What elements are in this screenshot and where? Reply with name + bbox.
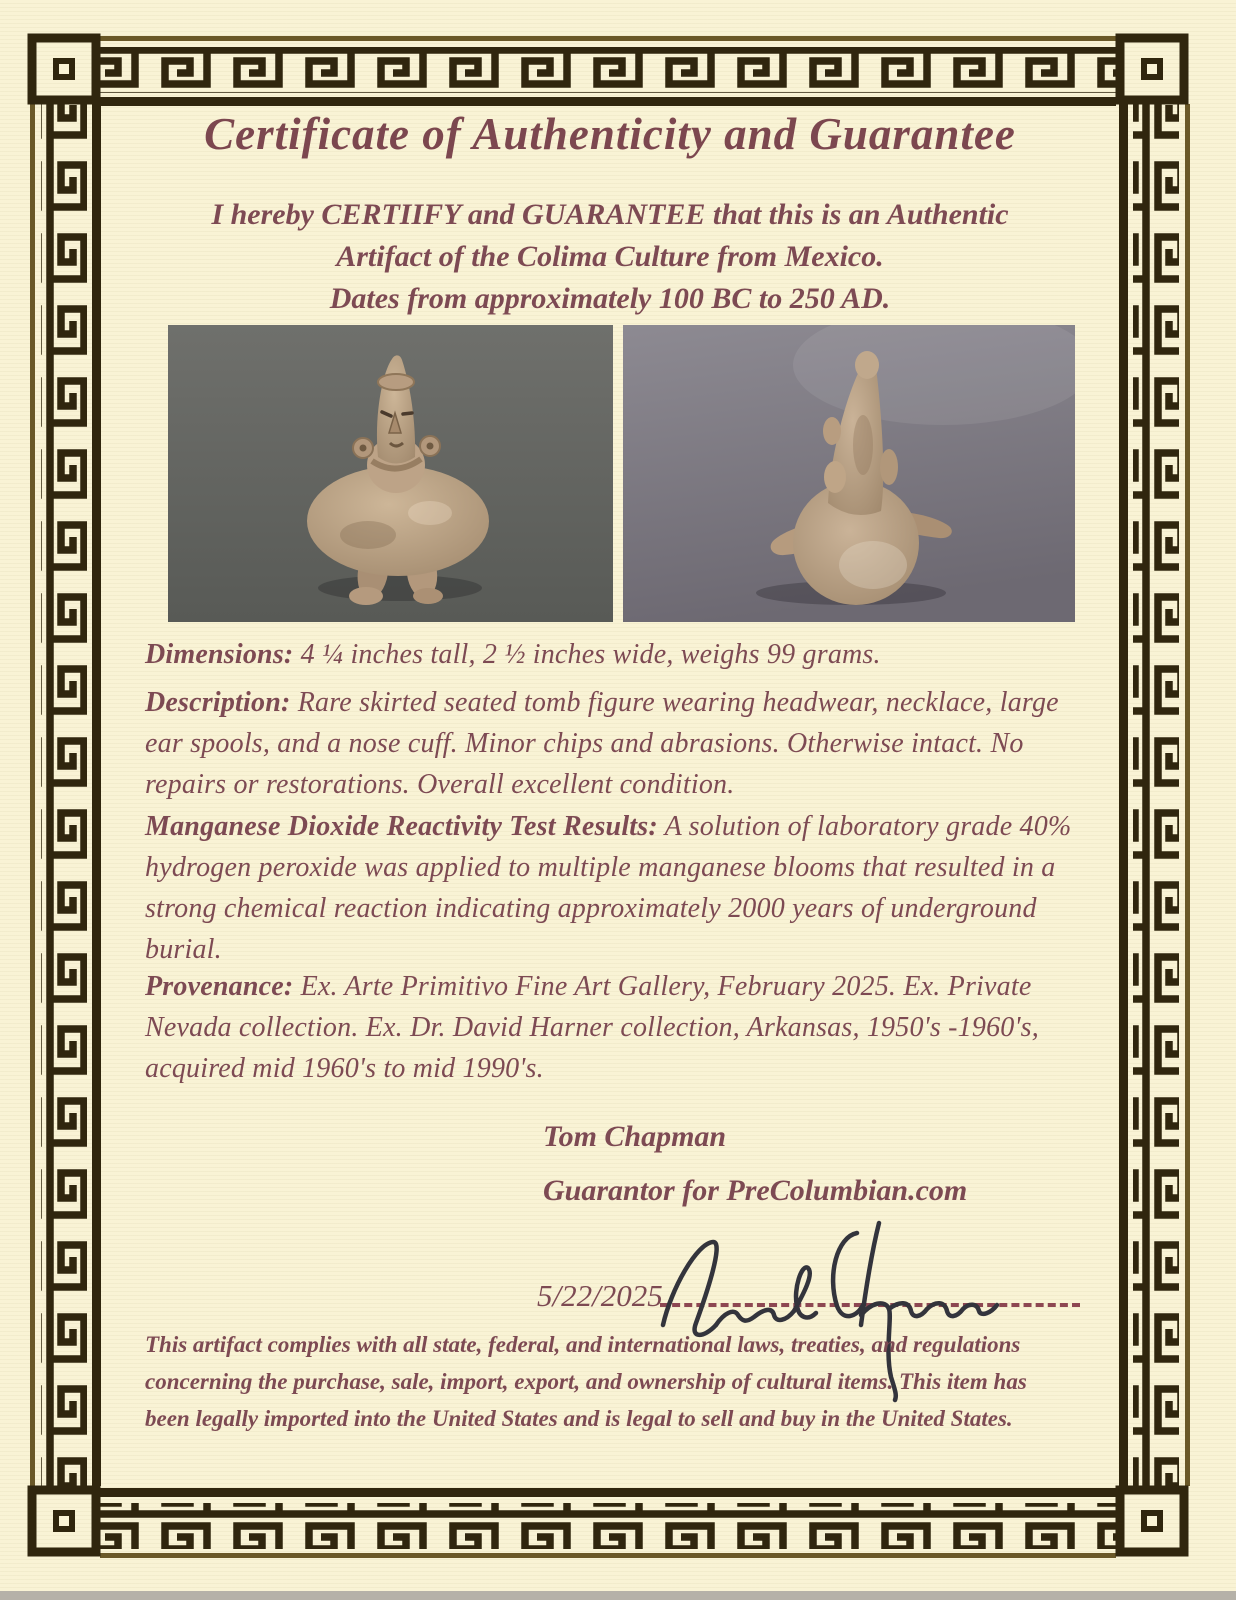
section-dimensions-label: Dimensions:: [145, 639, 294, 670]
artifact-photo-row: [168, 325, 1075, 622]
signer-name: Tom Chapman: [543, 1120, 727, 1153]
section-description-label: Description:: [145, 687, 291, 718]
section-manganese-label: Manganese Dioxide Reactivity Test Results:: [145, 811, 658, 842]
section-manganese-test: [145, 806, 1097, 970]
disclaimer-line-3: been legally imported into the United States and is legal to sell and buy in the United States.: [145, 1406, 1013, 1431]
artifact-photo-side: [623, 325, 1075, 622]
statement-line-2: Artifact of the Colima Culture from Mexico.: [336, 240, 884, 273]
disclaimer-line-2: concerning the purchase, sale, import, export, and ownership of cultural items. This item has: [145, 1369, 1027, 1394]
scan-edge: [0, 1591, 1236, 1600]
section-description-text: Rare skirted seated tomb figure wearing headwear, necklace, large ear spools, and a nose cuff. Minor chips and abrasions. Otherwise intact. No repairs or restorations. Overall excellent condition.: [145, 687, 1059, 800]
signature-date: 5/22/2025: [537, 1278, 663, 1313]
section-provenance-label: Provenance:: [145, 971, 294, 1002]
legal-disclaimer: [145, 1326, 1125, 1437]
section-description: [145, 682, 1097, 805]
disclaimer-line-1: This artifact complies with all state, federal, and international laws, treaties, and regulations: [145, 1332, 1021, 1357]
certificate-title: Certificate of Authenticity and Guarantee: [204, 109, 1016, 159]
section-dimensions: [145, 634, 1097, 675]
statement-line-3: Dates from approximately 100 BC to 250 AD.: [329, 282, 891, 315]
section-provenance-text: Ex. Arte Primitivo Fine Art Gallery, February 2025. Ex. Private Nevada collection. Ex. Dr. David Harner collection, Arkansas, 1950's -1960's, acquired mid 1960's to mid 1990's.: [145, 971, 1039, 1084]
section-manganese-text: A solution of laboratory grade 40% hydrogen peroxide was applied to multiple manganese blooms that resulted in a strong chemical reaction indicating approximately 2000 years of underground burial.: [145, 811, 1072, 965]
artifact-photo-front: [168, 325, 613, 622]
section-dimensions-text: 4 ¼ inches tall, 2 ½ inches wide, weighs 99 grams.: [300, 639, 881, 670]
statement-line-1: I hereby CERTIIFY and GUARANTEE that this is an Authentic: [211, 198, 1009, 231]
signer-role: Guarantor for PreColumbian.com: [543, 1174, 968, 1207]
certification-statement: [103, 194, 1117, 320]
section-provenance: [145, 966, 1097, 1089]
